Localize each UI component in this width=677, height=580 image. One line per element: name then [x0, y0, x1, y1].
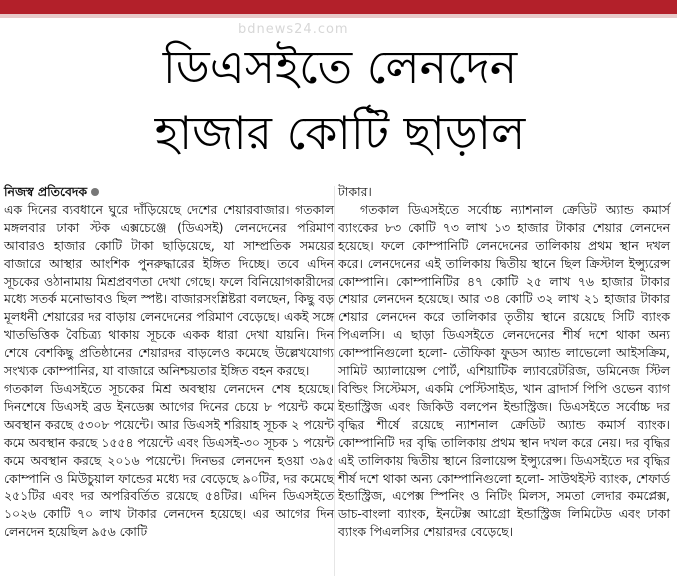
byline: [4, 183, 334, 201]
headline-line-2: হাজার কোটি ছাড়াল: [154, 106, 526, 160]
paragraph: এক দিনের ব্যবধানে ঘুরে দাঁড়িয়েছে দেশের শেয়ারবাজার। গতকাল মঙ্গলবার ঢাকা স্টক এক্সচেঞ্জে (ডিএসই) লেনদেনের পরিমাণ আবারও হাজার কোটি টাকা ছাড়িয়েছে, যা সাম্প্রতিক সময়ের বাজারে আস্থার আংশিক পুনরুদ্ধারের ইঙ্গিত দিচ্ছে। তবে এদিন সূচকের ওঠানামায় মিশ্রপ্রবণতা দেখা গেছে। ফলে বিনিয়োগকারীদের মধ্যে সতর্ক মনোভাবও ছিল স্পষ্ট। বাজারসংশ্লিষ্টরা বলছেন, কিছু বড় মূলধনী শেয়ারের দর বাড়ায় লেনদেনের পরিমাণ বেড়েছে। একই সঙ্গে খাতভিত্তিক বৈচিত্র্য থাকায় সূচকে একক ধারা দেখা যায়নি। দিন শেষে বেশকিছু প্রতিষ্ঠানের শেয়ারদর বাড়লেও কমেছে উল্লেখযোগ্য সংখ্যক কোম্পানির, যা বাজারে অনিশ্চয়তার ইঙ্গিত বহন করছে।: [4, 201, 334, 379]
paragraph: গতকাল ডিএসইতে সূচকের মিশ্র অবস্থায় লেনদেন শেষ হয়েছে। দিনশেষে ডিএসই ব্রড ইনডেক্স আগের দিনের চেয়ে ৮ পয়েন্ট কমে অবস্থান করছে ৫৩০৮ পয়েন্টে। আর ডিএসই শরিয়াহ সূচক ২ পয়েন্ট কমে অবস্থান করছে ১৫৫৪ পয়েন্টে এবং ডিএসই-৩০ সূচক ১ পয়েন্ট কমে অবস্থান করছে ২০১৬ পয়েন্টে। দিনভর লেনদেন হওয়া ৩৯৫ কোম্পানি ও মিউচুয়াল ফান্ডের মধ্যে দর বেড়েছে ৯০টির, দর কমেছে ২৫১টির এবং দর অপরিবর্তিত রয়েছে ৫৪টির। এদিন ডিএসইতে ১০২৬ কোটি ৭০ লাখ টাকার লেনদেন হয়েছে। এর আগের দিন লেনদেন হয়েছিল ৯৫৬ কোটি: [4, 380, 334, 540]
headline-line-1: ডিএসইতে লেনদেন: [162, 40, 518, 94]
top-banner-edge: [0, 14, 677, 18]
article-headline: [60, 34, 620, 166]
byline-text: নিজস্ব প্রতিবেদক: [4, 184, 88, 199]
top-banner-bar: [0, 0, 677, 18]
paragraph: গতকাল ডিএসইতে সর্বোচ্চ ন্যাশনাল ক্রেডিট অ্যান্ড কমার্স ব্যাংকের ৮৩ কোটি ৭৩ লাখ ১৩ হাজার টাকার শেয়ার লেনদেন হয়েছে। ফলে কোম্পানিটি লেনদেনের তালিকায় প্রথম স্থান দখল করে। লেনদেনের এই তালিকায় দ্বিতীয় স্থানে ছিল ক্রিস্টাল ইন্স্যুরেন্স কোম্পানি। কোম্পানিটির ৪৭ কোটি ২৫ লাখ ৭৬ হাজার টাকার শেয়ার লেনদেন হয়েছে। আর ৩৪ কোটি ৩২ লাখ ২১ হাজার টাকার শেয়ার লেনদেন করে তালিকার তৃতীয় স্থানে রয়েছে সিটি ব্যাংক পিএলসি। এ ছাড়া ডিএসইতে লেনদেনের শীর্ষ দশে থাকা অন্য কোম্পানিগুলো হলো- তৌফিকা ফুডস অ্যান্ড লাভেলো আইসক্রিম, সামিট অ্যালায়েন্স পোর্ট, এশিয়াটিক ল্যাবরেটরিজ, ডমিনেজ স্টিল বিল্ডিং সিস্টেমস, একমি পেস্টিসাইড, খান ব্রাদার্স পিপি ওভেন ব্যাগ ইন্ডাস্ট্রিজ এবং জিকিউ বলপেন ইন্ডাস্ট্রিজ। ডিএসইতে সর্বোচ্চ দর বৃদ্ধির শীর্ষে রয়েছে ন্যাশনাল ক্রেডিট অ্যান্ড কমার্স ব্যাংক। কোম্পানিটি দর বৃদ্ধি তালিকায় প্রথম স্থান দখল করে নেয়। দর বৃদ্ধির এই তালিকায় দ্বিতীয় স্থানে রিলায়েন্স ইন্স্যুরেন্স। ডিএসইতে দর বৃদ্ধির শীর্ষ দশে থাকা অন্য কোম্পানিগুলো হলো- সাউথইস্ট ব্যাংক, শেফার্ড ইন্ডাস্ট্রিজ, এপেক্স স্পিনিং ও নিটিং মিলস, সমতা লেদার কমপ্লেক্স, ডাচ-বাংলা ব্যাংক, ইনটেক্স আগ্রো ইন্ডাস্ট্রিজ লিমিটেড এবং ঢাকা ব্যাংক পিএলসির শেয়ারদর বেড়েছে।: [338, 201, 670, 540]
article-column-right: [338, 183, 670, 541]
watermark: bdnews24.com: [238, 22, 349, 37]
column-divider: [334, 186, 335, 576]
byline-bullet-icon: [91, 188, 99, 196]
paragraph: টাকার।: [338, 184, 372, 199]
article-column-left: [4, 183, 334, 541]
